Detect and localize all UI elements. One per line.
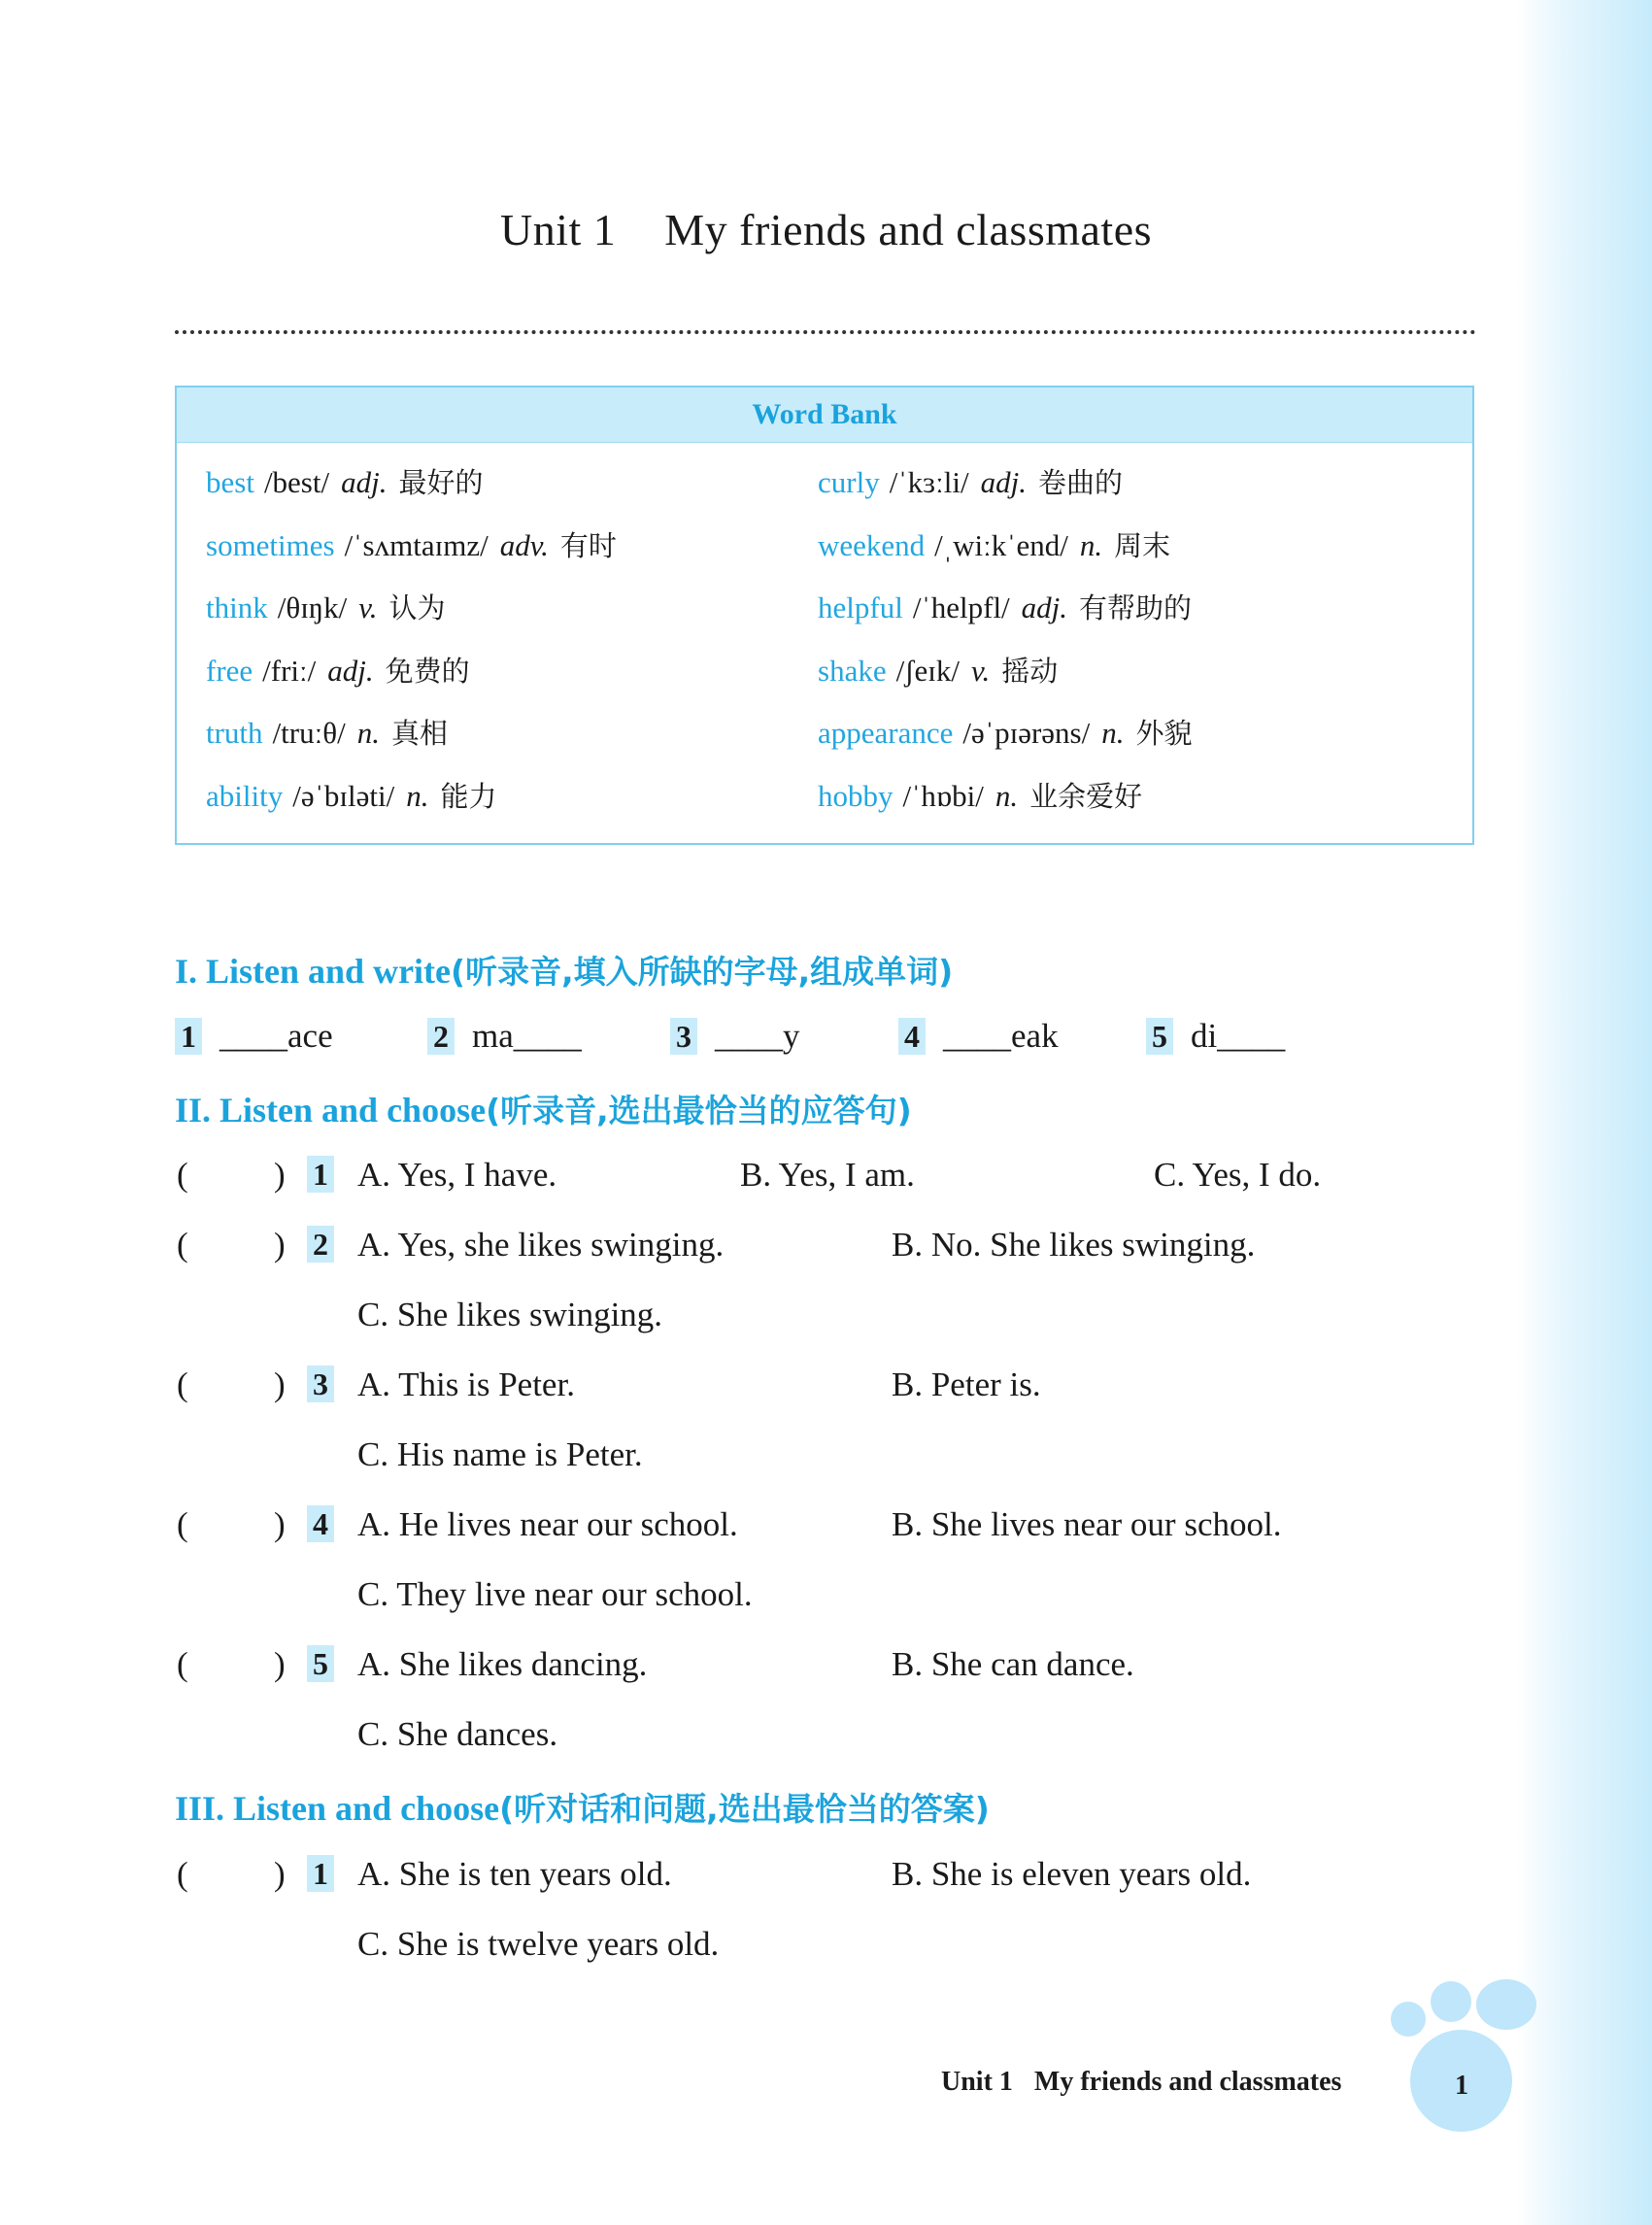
word-phonetic: /ˈhɒbi/ <box>902 778 984 813</box>
answer-paren-close[interactable]: ) <box>274 1365 286 1403</box>
word-meaning: 业余爱好 <box>1029 779 1143 813</box>
word-phonetic: /əˈpɪərəns/ <box>962 716 1091 750</box>
question-line <box>0 1925 1457 1973</box>
question-line <box>0 1365 1457 1414</box>
word-bank-header: Word Bank <box>177 388 1472 443</box>
option-b: B. No. She likes swinging. <box>892 1226 1256 1264</box>
word-entry <box>206 461 818 524</box>
word-entry <box>818 524 1430 588</box>
fill-blank-word: ____ace <box>219 1017 333 1055</box>
word-word: ability <box>206 778 284 813</box>
section-2-title <box>175 1086 912 1131</box>
word-word: hobby <box>818 778 893 813</box>
option-a: A. Yes, I have. <box>357 1156 557 1194</box>
answer-paren-close[interactable]: ) <box>274 1226 286 1264</box>
word-word: appearance <box>818 716 954 750</box>
word-meaning: 最好的 <box>398 466 484 499</box>
word-entry <box>206 650 818 713</box>
word-pos: adj. <box>980 465 1027 499</box>
option-a: A. Yes, she likes swinging. <box>357 1226 725 1264</box>
paw-toe-icon <box>1431 1981 1471 2022</box>
question-number: 2 <box>427 1018 455 1055</box>
listen-write-items <box>175 1017 1476 1060</box>
word-meaning: 有帮助的 <box>1079 591 1193 624</box>
word-pos: v. <box>971 653 991 688</box>
word-entry <box>818 461 1430 524</box>
word-pos: adj. <box>1021 590 1068 624</box>
listen-write-item <box>427 1017 582 1056</box>
answer-paren-close[interactable]: ) <box>274 1645 286 1683</box>
answer-paren-open[interactable]: ( <box>177 1156 188 1194</box>
word-meaning: 卷曲的 <box>1037 466 1123 499</box>
word-pos: adj. <box>327 653 374 688</box>
word-phonetic: /ˈsʌmtaɪmz/ <box>344 527 489 562</box>
section-3-title-en: III. Listen and choose <box>175 1789 500 1828</box>
paw-toe-icon <box>1476 1979 1536 2030</box>
word-pos: adj. <box>341 465 388 499</box>
fill-blank-word: ____eak <box>943 1017 1059 1055</box>
word-phonetic: /ʃeɪk/ <box>895 653 961 688</box>
question-line <box>0 1226 1457 1274</box>
page-title <box>0 204 1652 255</box>
option-b: B. Peter is. <box>892 1365 1041 1403</box>
answer-paren-close[interactable]: ) <box>274 1855 286 1893</box>
answer-paren-open[interactable]: ( <box>177 1855 188 1893</box>
question-line <box>0 1715 1457 1764</box>
section-3-title <box>175 1784 990 1830</box>
question-number: 2 <box>307 1226 334 1263</box>
word-word: shake <box>818 653 887 688</box>
answer-paren-open[interactable]: ( <box>177 1645 188 1683</box>
word-phonetic: /best/ <box>263 465 330 499</box>
answer-paren-open[interactable]: ( <box>177 1505 188 1543</box>
option-b: B. She is eleven years old. <box>892 1855 1252 1893</box>
listen-write-item <box>670 1017 800 1056</box>
page-footer <box>941 2067 1341 2098</box>
option-a: A. This is Peter. <box>357 1365 575 1403</box>
question-line <box>0 1645 1457 1694</box>
word-meaning: 真相 <box>390 717 448 750</box>
question-line <box>0 1575 1457 1624</box>
section-1-title-en: I. Listen and write <box>175 952 452 991</box>
word-pos: adv. <box>499 527 549 562</box>
answer-paren-close[interactable]: ) <box>274 1156 286 1194</box>
fill-blank-word: ____y <box>715 1017 800 1055</box>
question-line <box>0 1156 1457 1204</box>
word-bank-row <box>206 524 1459 588</box>
word-phonetic: /ˌwiːkˈend/ <box>934 527 1068 562</box>
word-pos: n. <box>1079 527 1103 562</box>
question-line <box>0 1855 1457 1904</box>
word-bank-row <box>206 712 1459 775</box>
word-entry <box>206 587 818 650</box>
option-c: C. She likes swinging. <box>357 1296 663 1333</box>
word-phonetic: /friː/ <box>262 653 317 688</box>
question-number: 1 <box>307 1855 334 1892</box>
question-line <box>0 1296 1457 1344</box>
word-entry <box>818 775 1430 838</box>
footer-topic: My friends and classmates <box>1033 2067 1342 2097</box>
option-c: C. Yes, I do. <box>1154 1156 1322 1194</box>
word-word: helpful <box>818 590 903 624</box>
word-bank-row <box>206 461 1459 524</box>
option-a: A. He lives near our school. <box>357 1505 738 1543</box>
word-meaning: 认为 <box>388 591 446 624</box>
word-bank-row <box>206 650 1459 713</box>
title-unit: Unit 1 <box>499 205 617 254</box>
page-number: 1 <box>1455 2071 1468 2101</box>
question-number: 1 <box>175 1018 202 1055</box>
word-word: truth <box>206 716 263 750</box>
word-pos: n. <box>406 778 429 813</box>
question-number: 5 <box>307 1645 334 1682</box>
question-number: 5 <box>1146 1018 1173 1055</box>
question-line <box>0 1505 1457 1554</box>
word-word: best <box>206 465 254 499</box>
option-b: B. She can dance. <box>892 1645 1134 1683</box>
word-entry <box>206 775 818 838</box>
section-1-title <box>175 947 953 993</box>
listen-write-item <box>898 1017 1059 1056</box>
word-entry <box>818 712 1430 775</box>
option-c: C. They live near our school. <box>357 1575 753 1613</box>
word-bank-box <box>175 386 1474 845</box>
side-decor-strip <box>1516 0 1652 2225</box>
answer-paren-open[interactable]: ( <box>177 1365 188 1403</box>
dotted-divider <box>175 330 1476 334</box>
word-phonetic: /truːθ/ <box>272 716 346 750</box>
footer-unit: Unit 1 <box>941 2067 1013 2097</box>
question-number: 1 <box>307 1156 334 1193</box>
word-entry <box>818 587 1430 650</box>
word-phonetic: /θɪŋk/ <box>277 590 348 624</box>
question-line <box>0 1435 1457 1484</box>
section-1-title-zh: (听录音,填入所缺的字母,组成单词) <box>451 953 954 991</box>
word-pos: v. <box>358 590 378 624</box>
word-bank-grid <box>206 461 1459 837</box>
option-a: A. She is ten years old. <box>357 1855 672 1893</box>
section-2-title-en: II. Listen and choose <box>175 1091 487 1129</box>
word-entry <box>206 524 818 588</box>
option-b: B. She lives near our school. <box>892 1505 1282 1543</box>
word-phonetic: /ˈkɜːli/ <box>889 465 969 499</box>
section-2-title-zh: (听录音,选出最恰当的应答句) <box>486 1092 912 1129</box>
fill-blank-word: di____ <box>1191 1017 1286 1055</box>
listen-write-item <box>175 1017 333 1056</box>
word-bank-row <box>206 775 1459 838</box>
word-pos: n. <box>1101 716 1125 750</box>
question-number: 4 <box>898 1018 926 1055</box>
option-c: C. She dances. <box>357 1715 558 1753</box>
word-phonetic: /ˈhelpfl/ <box>912 590 1010 624</box>
listen-write-item <box>1146 1017 1285 1056</box>
word-bank-row <box>206 587 1459 650</box>
word-meaning: 摇动 <box>1001 654 1059 688</box>
word-word: think <box>206 590 268 624</box>
word-word: curly <box>818 465 880 499</box>
question-number: 4 <box>307 1505 334 1542</box>
section-3-title-zh: (听对话和问题,选出最恰当的答案) <box>499 1790 990 1828</box>
word-meaning: 能力 <box>440 779 497 813</box>
option-c: C. His name is Peter. <box>357 1435 643 1473</box>
word-phonetic: /əˈbɪləti/ <box>292 778 395 813</box>
answer-paren-open[interactable]: ( <box>177 1226 188 1264</box>
paw-toe-icon <box>1391 2002 1426 2037</box>
word-word: free <box>206 653 253 688</box>
word-pos: n. <box>356 716 380 750</box>
question-number: 3 <box>307 1365 334 1402</box>
word-meaning: 有时 <box>559 528 617 562</box>
word-word: sometimes <box>206 527 335 562</box>
word-meaning: 周末 <box>1114 528 1171 562</box>
option-c: C. She is twelve years old. <box>357 1925 720 1963</box>
title-topic: My friends and classmates <box>664 205 1153 254</box>
question-number: 3 <box>670 1018 697 1055</box>
option-a: A. She likes dancing. <box>357 1645 648 1683</box>
answer-paren-close[interactable]: ) <box>274 1505 286 1543</box>
word-word: weekend <box>818 527 926 562</box>
word-entry <box>206 712 818 775</box>
word-meaning: 免费的 <box>385 654 470 688</box>
word-pos: n. <box>995 778 1019 813</box>
fill-blank-word: ma____ <box>472 1017 582 1055</box>
word-entry <box>818 650 1430 713</box>
word-meaning: 外貌 <box>1135 717 1193 750</box>
option-b: B. Yes, I am. <box>740 1156 915 1194</box>
